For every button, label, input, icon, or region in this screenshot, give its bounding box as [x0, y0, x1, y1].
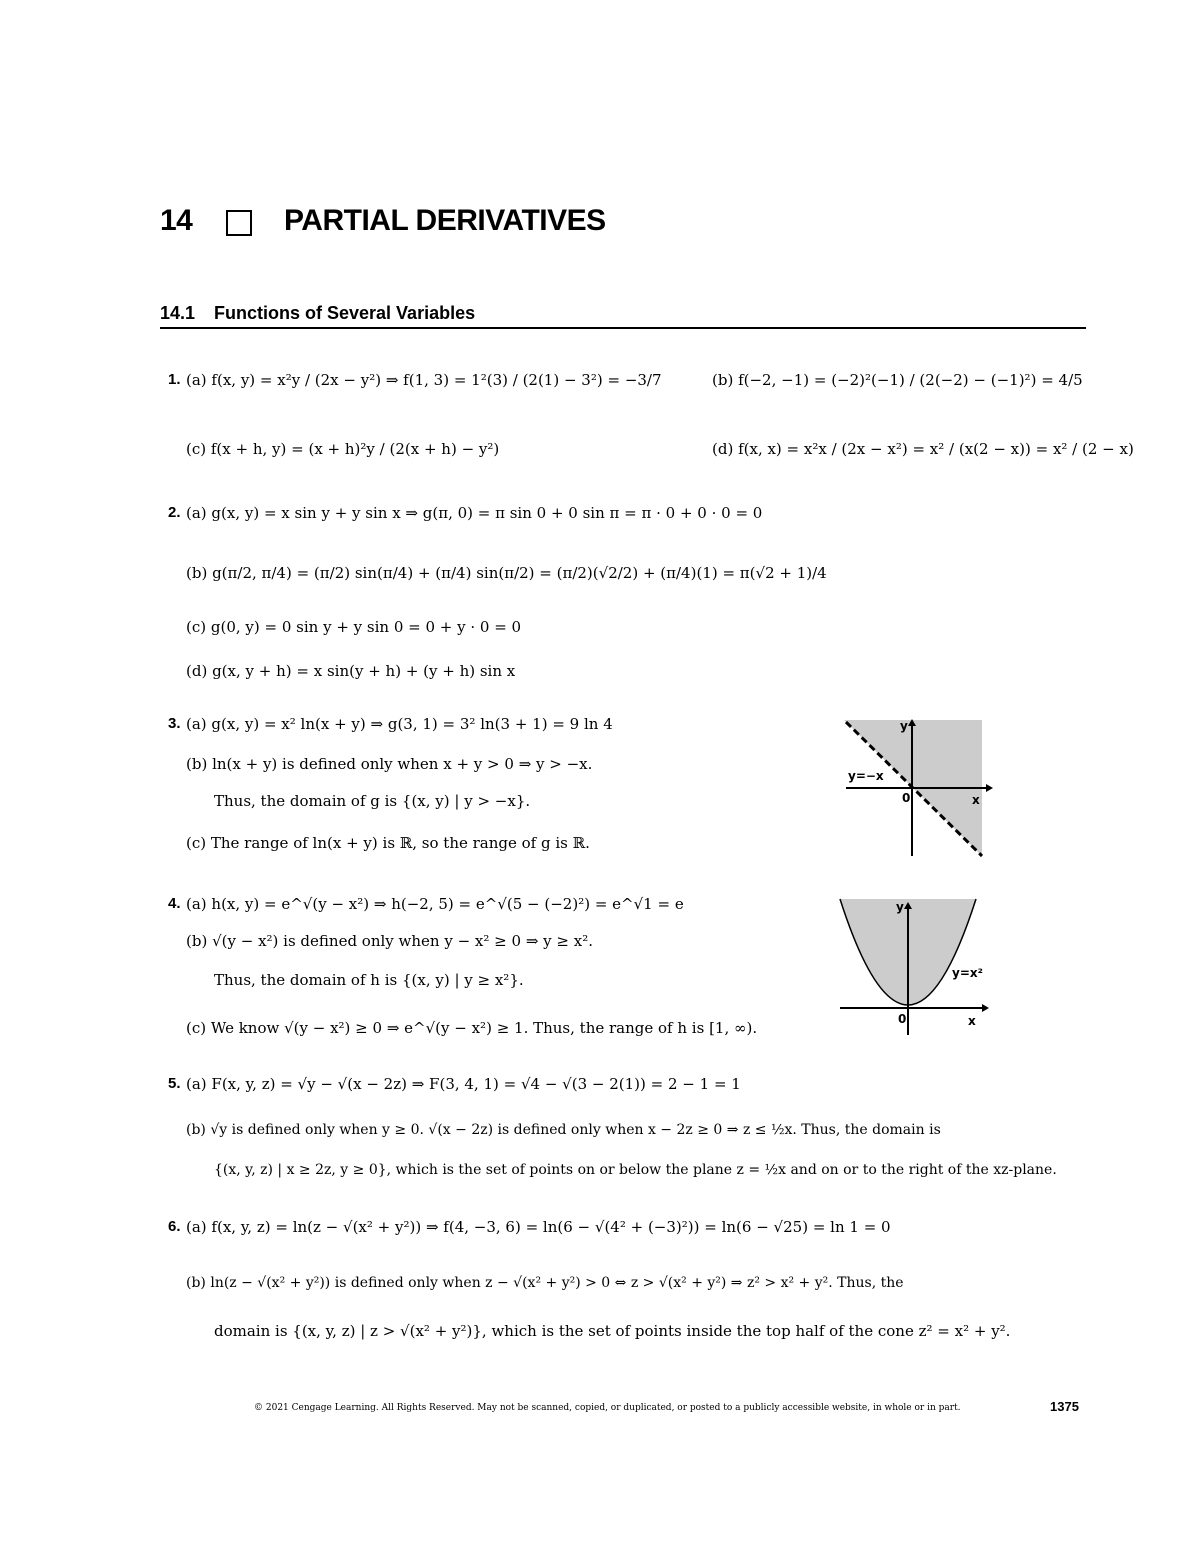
problem-4c: (c) We know √(y − x²) ≥ 0 ⇒ e^√(y − x²) ≥ 1. Thus, the range of h is [1, ∞).	[186, 1019, 758, 1037]
chapter-number: 14	[160, 204, 193, 237]
copyright-notice: © 2021 Cengage Learning. All Rights Reserved. May not be scanned, copied, or duplicated, or posted to a publicly accessible website, in whole or in part.	[254, 1403, 961, 1413]
parabola-label: y=x²	[952, 966, 983, 980]
problem-3b: (b) ln(x + y) is defined only when x + y > 0 ⇒ y > −x.	[186, 755, 593, 773]
x-axis-arrow-icon	[982, 1004, 989, 1012]
problem-2c: (c) g(0, y) = 0 sin y + y sin 0 = 0 + y · 0 = 0	[186, 618, 522, 636]
domain-graph-problem-3	[836, 712, 996, 864]
section-number: 14.1	[160, 303, 196, 323]
problem-1b: (b) f(−2, −1) = (−2)²(−1) / (2(−2) − (−1)²) = 4/5	[712, 371, 1083, 389]
page-number: 1375	[1050, 1399, 1079, 1414]
problem-3c: (c) The range of ln(x + y) is ℝ, so the range of g is ℝ.	[186, 834, 590, 852]
problem-6a: (a) f(x, y, z) = ln(z − √(x² + y²)) ⇒ f(4, −3, 6) = ln(6 − √(4² + (−3)²)) = ln(6 − √25) = ln 1 = 0	[186, 1218, 891, 1236]
problem-3a: (a) g(x, y) = x² ln(x + y) ⇒ g(3, 1) = 3² ln(3 + 1) = 9 ln 4	[186, 715, 613, 733]
problem-1a: (a) f(x, y) = x²y / (2x − y²) ⇒ f(1, 3) = 1²(3) / (2(1) − 3²) = −3/7	[186, 371, 662, 389]
chapter-title: PARTIAL DERIVATIVES	[284, 204, 606, 237]
problem-2d: (d) g(x, y + h) = x sin(y + h) + (y + h) sin x	[186, 662, 516, 680]
section-rule	[160, 327, 1086, 329]
problem-number-6: 6.	[168, 1218, 181, 1235]
chapter-square-icon	[226, 210, 252, 236]
section-title: Functions of Several Variables	[214, 303, 476, 323]
boundary-line-label: y=−x	[848, 769, 884, 783]
problem-number-5: 5.	[168, 1075, 181, 1092]
problem-6b-domain: domain is {(x, y, z) | z > √(x² + y²)}, which is the set of points inside the top half of the cone z² = x² + y².	[214, 1322, 1011, 1340]
problem-5a: (a) F(x, y, z) = √y − √(x − 2z) ⇒ F(3, 4, 1) = √4 − √(3 − 2(1)) = 2 − 1 = 1	[186, 1075, 741, 1093]
problem-number-2: 2.	[168, 504, 181, 521]
problem-2a: (a) g(x, y) = x sin y + y sin x ⇒ g(π, 0) = π sin 0 + 0 sin π = π · 0 + 0 · 0 = 0	[186, 504, 763, 522]
problem-3b-domain: Thus, the domain of g is {(x, y) | y > −x}.	[214, 792, 531, 810]
origin-label: 0	[898, 1012, 907, 1026]
problem-number-4: 4.	[168, 895, 181, 912]
problem-4b: (b) √(y − x²) is defined only when y − x² ≥ 0 ⇒ y ≥ x².	[186, 932, 593, 950]
x-axis-arrow-icon	[986, 784, 993, 792]
origin-label: 0	[902, 791, 911, 805]
problem-5b-domain: {(x, y, z) | x ≥ 2z, y ≥ 0}, which is the set of points on or below the plane z = ½x and on or to the right of the xz-plane.	[214, 1162, 1057, 1178]
problem-1d: (d) f(x, x) = x²x / (2x − x²) = x² / (x(2 − x)) = x² / (2 − x)	[712, 440, 1134, 458]
y-axis-label: y	[900, 719, 908, 733]
problem-5b: (b) √y is defined only when y ≥ 0. √(x − 2z) is defined only when x − 2z ≥ 0 ⇒ z ≤ ½x. Thus, the domain is	[186, 1122, 941, 1138]
problem-4b-domain: Thus, the domain of h is {(x, y) | y ≥ x²}.	[214, 971, 524, 989]
domain-graph-problem-4	[836, 895, 996, 1040]
problem-4a: (a) h(x, y) = e^√(y − x²) ⇒ h(−2, 5) = e^√(5 − (−2)²) = e^√1 = e	[186, 895, 684, 913]
problem-number-1: 1.	[168, 371, 181, 388]
x-axis-label: x	[972, 793, 980, 807]
problem-1c: (c) f(x + h, y) = (x + h)²y / (2(x + h) − y²)	[186, 440, 500, 458]
x-axis-label: x	[968, 1014, 976, 1028]
y-axis-label: y	[896, 900, 904, 914]
problem-6b: (b) ln(z − √(x² + y²)) is defined only when z − √(x² + y²) > 0 ⇔ z > √(x² + y²) ⇒ z² > x² + y². Thus, the	[186, 1275, 904, 1291]
problem-2b: (b) g(π/2, π/4) = (π/2) sin(π/4) + (π/4) sin(π/2) = (π/2)(√2/2) + (π/4)(1) = π(√2 + 1)/4	[186, 564, 827, 582]
problem-number-3: 3.	[168, 715, 181, 732]
